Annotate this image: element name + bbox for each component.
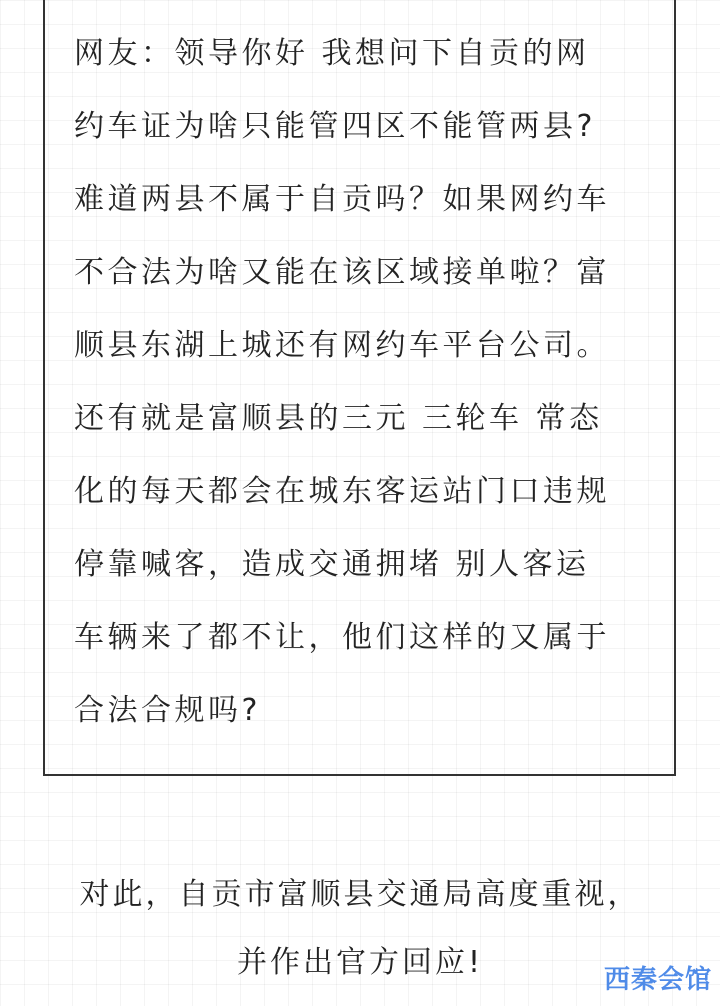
quote-line: 车辆来了都不让，他们这样的又属于 bbox=[74, 620, 610, 655]
quote-line: 顺县东湖上城还有网约车平台公司。 bbox=[74, 328, 610, 363]
quote-text bbox=[74, 34, 610, 764]
quote-line: 约车证为啥只能管四区不能管两县? bbox=[74, 109, 596, 144]
quote-line: 化的每天都会在城东客运站门口违规 bbox=[74, 474, 610, 509]
response-line-2: 并作出官方回应! bbox=[236, 945, 484, 980]
quote-line: 还有就是富顺县的三元 三轮车 常态 bbox=[74, 401, 603, 436]
watermark-logo: 西秦会馆 bbox=[603, 965, 712, 995]
response-line-1: 对此，自贡市富顺县交通局高度重视， bbox=[79, 877, 641, 912]
quote-line: 难道两县不属于自贡吗？如果网约车 bbox=[74, 182, 610, 217]
quote-line: 不合法为啥又能在该区域接单啦？富 bbox=[74, 255, 610, 290]
quote-line: 网友：领导你好 我想问下自贡的网 bbox=[74, 36, 590, 71]
quote-line: 停靠喊客，造成交通拥堵 别人客运 bbox=[74, 547, 590, 582]
quote-box bbox=[43, 0, 676, 776]
quote-line: 合法合规吗? bbox=[74, 693, 261, 728]
